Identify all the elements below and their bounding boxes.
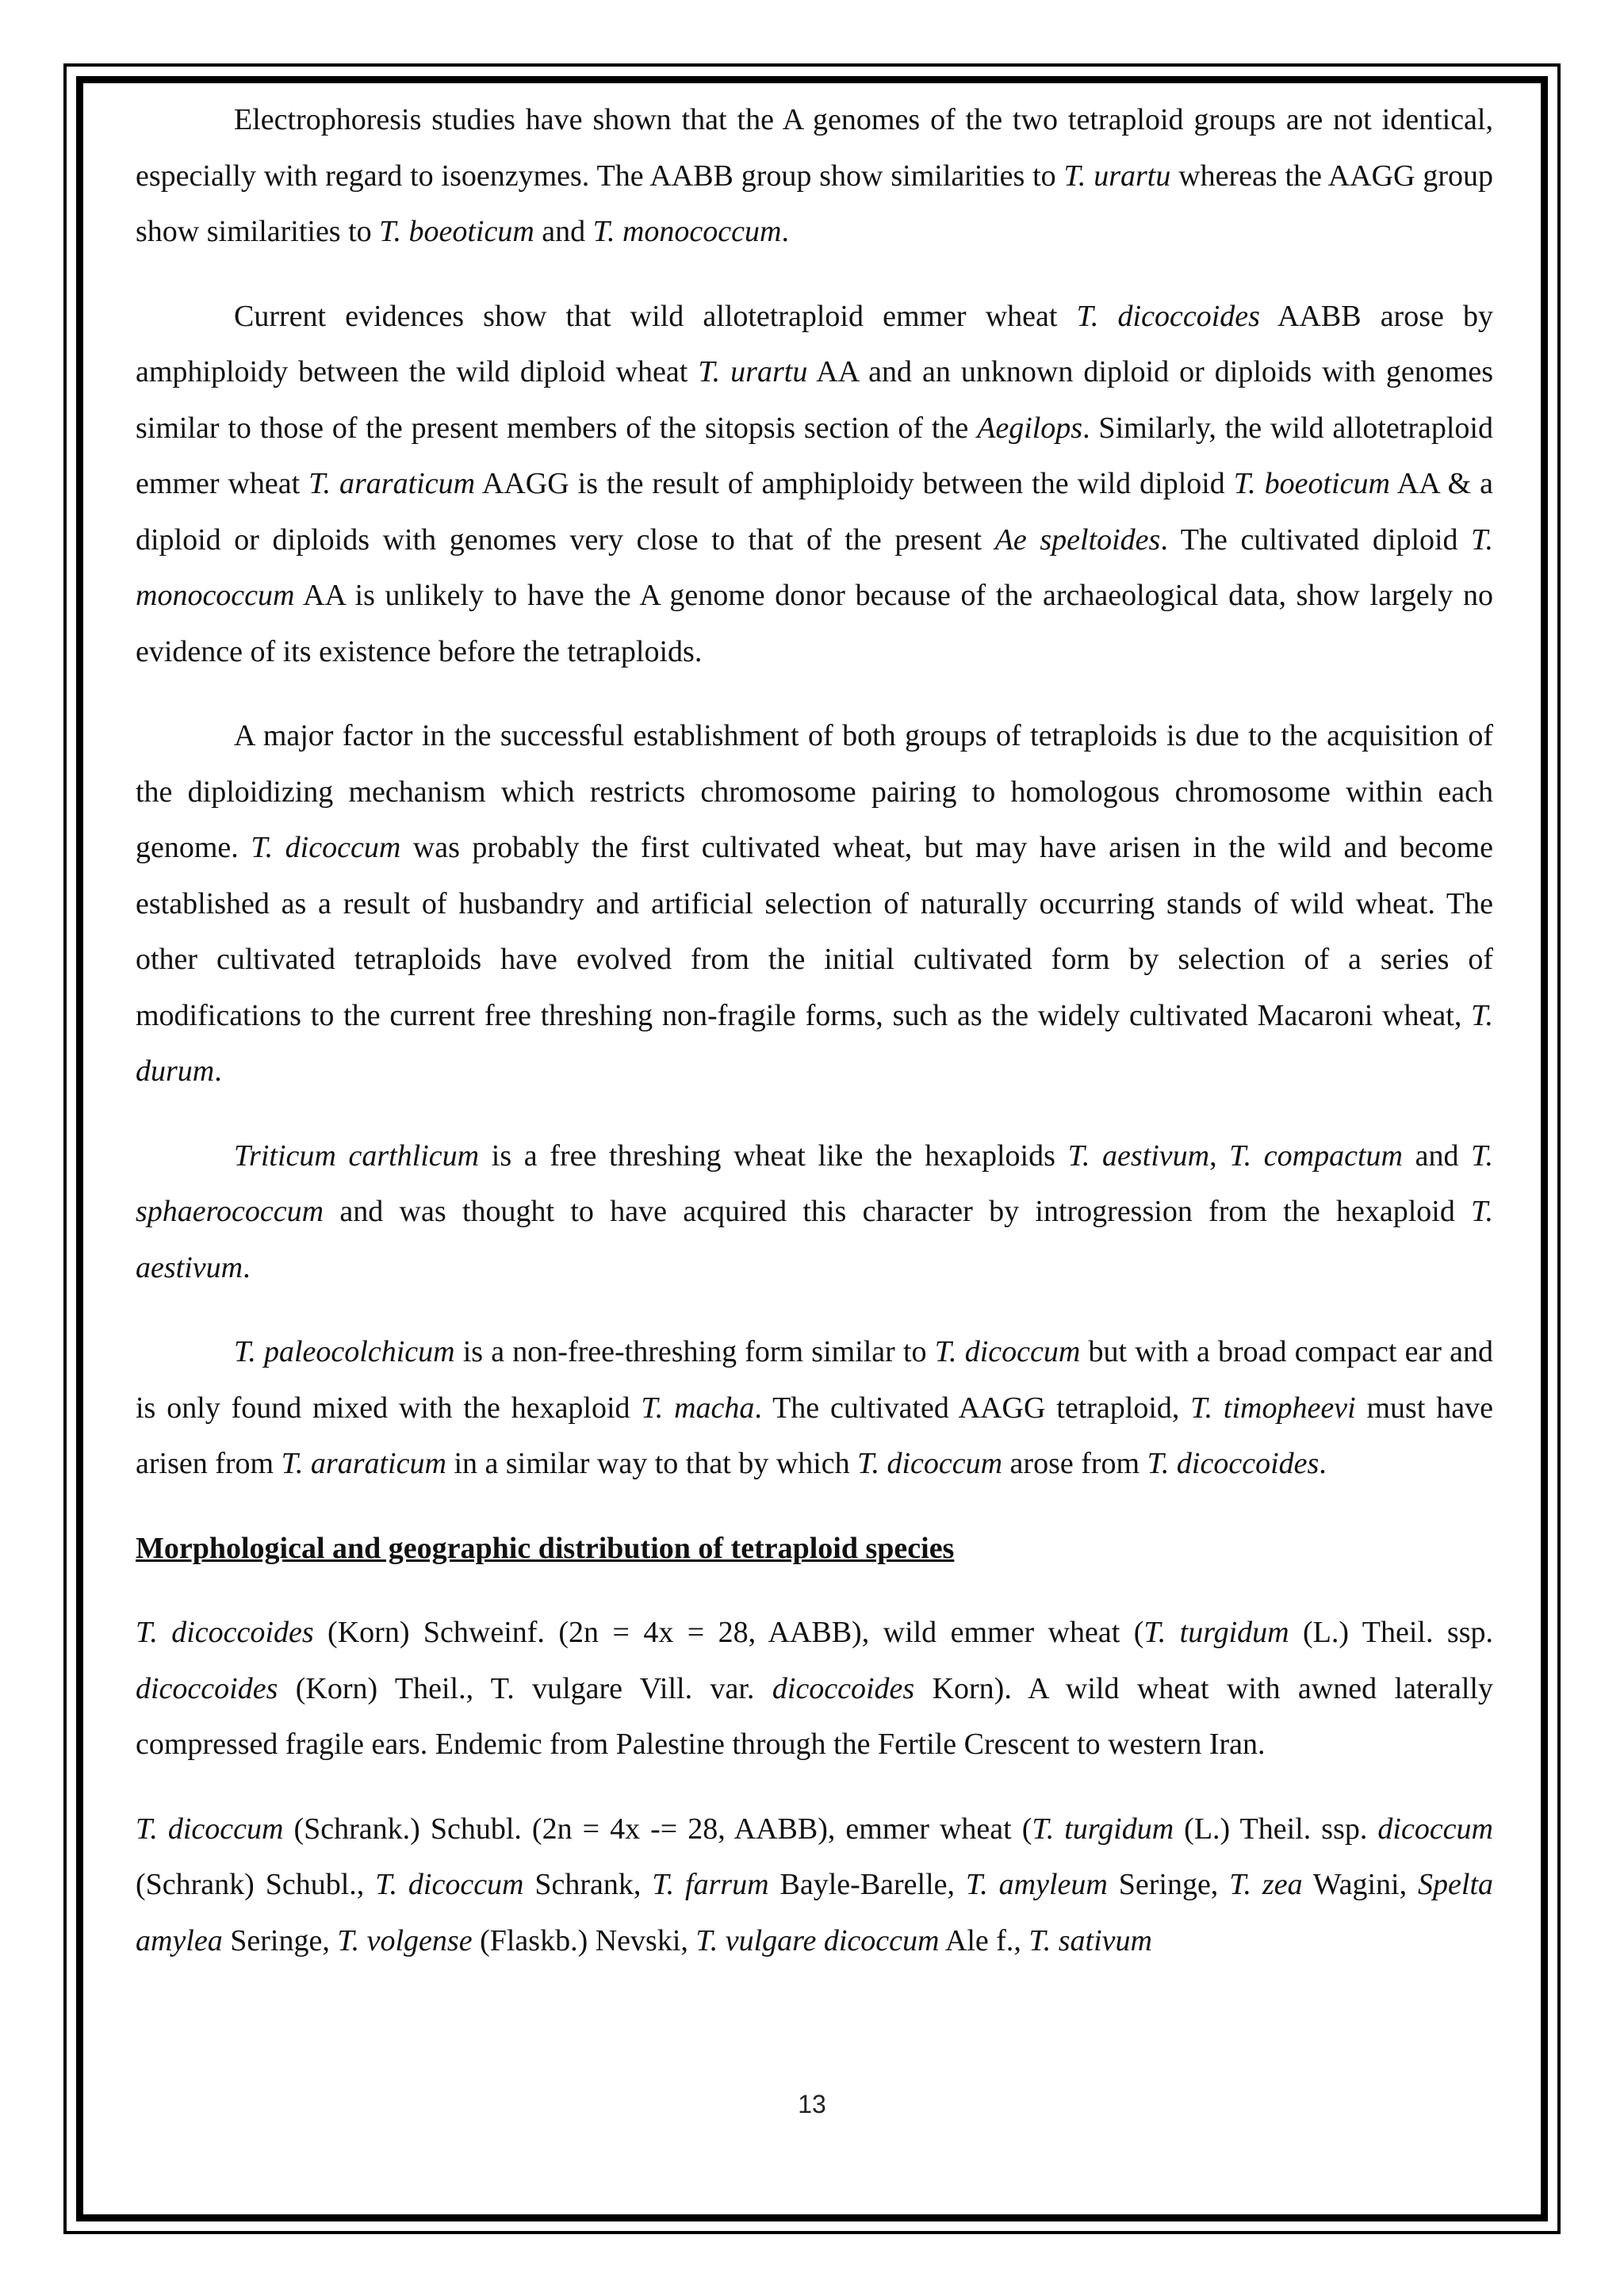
text-run: is a free threshing wheat like the hexaploids	[479, 1138, 1068, 1173]
body-paragraph	[136, 1801, 1493, 1969]
body-paragraph	[136, 92, 1493, 260]
document-body	[136, 92, 1493, 1997]
text-run: .	[1319, 1447, 1327, 1480]
text-run: (Schrank.) Schubl. (2n = 4x -= 28, AABB), emmer wheat (	[283, 1812, 1032, 1846]
text-run: and was thought to have acquired this character by introgression from the hexaploid	[324, 1195, 1472, 1228]
text-run: is a non-free-threshing form similar to	[454, 1335, 935, 1368]
italic-text: T. dicoccum	[857, 1447, 1003, 1480]
text-run: .	[781, 215, 789, 248]
text-run: AABB arose by amphiploidy between the wild diploid wheat	[136, 299, 1494, 388]
italic-text: T. timopheevi	[1190, 1391, 1356, 1425]
text-run: .	[243, 1250, 251, 1284]
italic-text: T. macha	[641, 1391, 755, 1425]
text-run: Korn). A wild wheat with awned laterally compressed fragile ears. Endemic from Palestine through the Fertile Crescent to western Iran.	[136, 1671, 1493, 1761]
italic-text: dicoccum	[1377, 1812, 1493, 1846]
italic-text: T. sativum	[1028, 1923, 1152, 1957]
italic-text: T. aestivum	[1067, 1138, 1210, 1173]
text-run: .	[214, 1054, 222, 1088]
italic-text: T. araraticum	[308, 467, 476, 500]
italic-text: Ae speltoides	[994, 522, 1161, 557]
text-run: (L.) Theil. ssp.	[1174, 1812, 1378, 1846]
text-run: in a similar way to that by which	[446, 1447, 858, 1480]
text-run: AAGG is the result of amphiploidy between the wild diploid	[475, 467, 1234, 500]
italic-text: T. sphaerococcum	[136, 1138, 1493, 1228]
italic-text: Triticum carthlicum	[234, 1138, 480, 1173]
italic-text: T. turgidum	[1032, 1812, 1174, 1846]
italic-text: T. compactum	[1229, 1138, 1403, 1173]
italic-text: Spelta amylea	[136, 1868, 1493, 1957]
text-run: Schrank,	[523, 1868, 653, 1901]
text-run: arose from	[1002, 1447, 1147, 1480]
italic-text: T. monococcum	[136, 522, 1493, 612]
text-run: AA & a diploid or diploids with genomes very close to that of the present	[136, 467, 1493, 557]
italic-text: dicoccoides	[136, 1671, 278, 1705]
italic-text: T. dicoccum	[375, 1868, 524, 1901]
text-run: and	[534, 215, 593, 248]
text-run: Ale f.,	[939, 1923, 1029, 1957]
text-run: Electrophoresis studies have shown that the A genomes of the two tetraploid groups are not identical, especially with regard to isoenzymes. The AABB group show similarities to	[136, 103, 1493, 193]
italic-text: T. aestivum	[136, 1195, 1493, 1284]
text-run: must have arisen from	[136, 1391, 1494, 1480]
text-run: (Schrank) Schubl.,	[136, 1868, 376, 1901]
italic-text: T. boeoticum	[379, 215, 534, 248]
italic-text: T. dicoccum	[934, 1335, 1081, 1368]
text-run: ,	[1209, 1138, 1230, 1173]
text-run: (L.) Theil. ssp.	[1289, 1616, 1493, 1649]
italic-text: T. urartu	[1063, 159, 1171, 193]
text-run: . The cultivated AAGG tetraploid,	[754, 1391, 1191, 1425]
text-run: Bayle-Barelle,	[768, 1868, 966, 1901]
italic-text: T. araraticum	[281, 1447, 446, 1480]
text-run: (Flaskb.) Nevski,	[472, 1923, 696, 1957]
italic-text: T. dicoccoides	[136, 1616, 314, 1649]
body-paragraph	[136, 289, 1493, 680]
italic-text: T. zea	[1229, 1868, 1303, 1901]
page-number: 13	[798, 2090, 826, 2118]
italic-text: T. vulgare dicoccum	[695, 1923, 940, 1957]
section-heading	[136, 1521, 1493, 1577]
text-run: (Korn) Theil., T. vulgare Vill. var.	[278, 1671, 772, 1705]
italic-text: T. urartu	[698, 355, 808, 388]
text-run: . Similarly, the wild allotetraploid emmer wheat	[136, 411, 1493, 500]
body-paragraph	[136, 708, 1493, 1100]
body-paragraph	[136, 1324, 1493, 1492]
text-run: but with a broad compact ear and is only found mixed with the hexaploid	[136, 1335, 1493, 1425]
text-run: whereas the AAGG group show similarities to	[136, 159, 1493, 248]
body-paragraph	[136, 1128, 1493, 1296]
text-run: Wagini,	[1302, 1868, 1419, 1901]
text-run: AA and an unknown diploid or diploids with genomes similar to those of the present members of the sitopsis section of the	[136, 355, 1493, 445]
text-run: was probably the first cultivated wheat, but may have arisen in the wild and become established as a result of husbandry and artificial selection of naturally occurring stands of wild wheat. The other cultivated tetraploids have evolved from the initial cultivated form by selection of a series of modifications to the current free threshing non-fragile forms, such as the widely cultivated Macaroni wheat,	[136, 831, 1493, 1032]
italic-text: T. boeoticum	[1233, 467, 1390, 500]
text-run: (Korn) Schweinf. (2n = 4x = 28, AABB), wild emmer wheat (	[313, 1616, 1144, 1649]
italic-text: T. amyleum	[965, 1868, 1108, 1901]
italic-text: T. monococcum	[592, 215, 782, 248]
italic-text: T. volgense	[337, 1923, 473, 1957]
italic-text: T. farrum	[652, 1868, 769, 1901]
italic-text: Aegilops	[977, 411, 1083, 445]
text-run: AA is unlikely to have the A genome donor because of the archaeological data, show largely no evidence of its existence before the tetraploids.	[136, 579, 1493, 668]
text-run: Current evidences show that wild allotetraploid emmer wheat	[234, 299, 1077, 333]
text-run: Seringe,	[1107, 1868, 1230, 1901]
italic-text: T. dicoccum	[136, 1812, 284, 1846]
italic-text: T. turgidum	[1143, 1616, 1289, 1649]
body-paragraph	[136, 1605, 1493, 1773]
italic-text: T. paleocolchicum	[234, 1335, 455, 1368]
italic-text: T. dicoccum	[251, 831, 401, 864]
text-run: Seringe,	[222, 1923, 338, 1957]
text-run: . The cultivated diploid	[1160, 522, 1472, 557]
text-run: A major factor in the successful establishment of both groups of tetraploids is due to the acquisition of the diploidizing mechanism which restricts chromosome pairing to homologous chromosome within each genome.	[136, 719, 1493, 864]
italic-text: T. dicoccoides	[1147, 1447, 1320, 1480]
italic-text: T. durum	[136, 998, 1493, 1088]
text-run: and	[1402, 1138, 1472, 1173]
text-run: Morphological and geographic distribution of tetraploid species	[136, 1531, 955, 1565]
italic-text: T. dicoccoides	[1076, 299, 1260, 333]
italic-text: dicoccoides	[772, 1671, 915, 1705]
